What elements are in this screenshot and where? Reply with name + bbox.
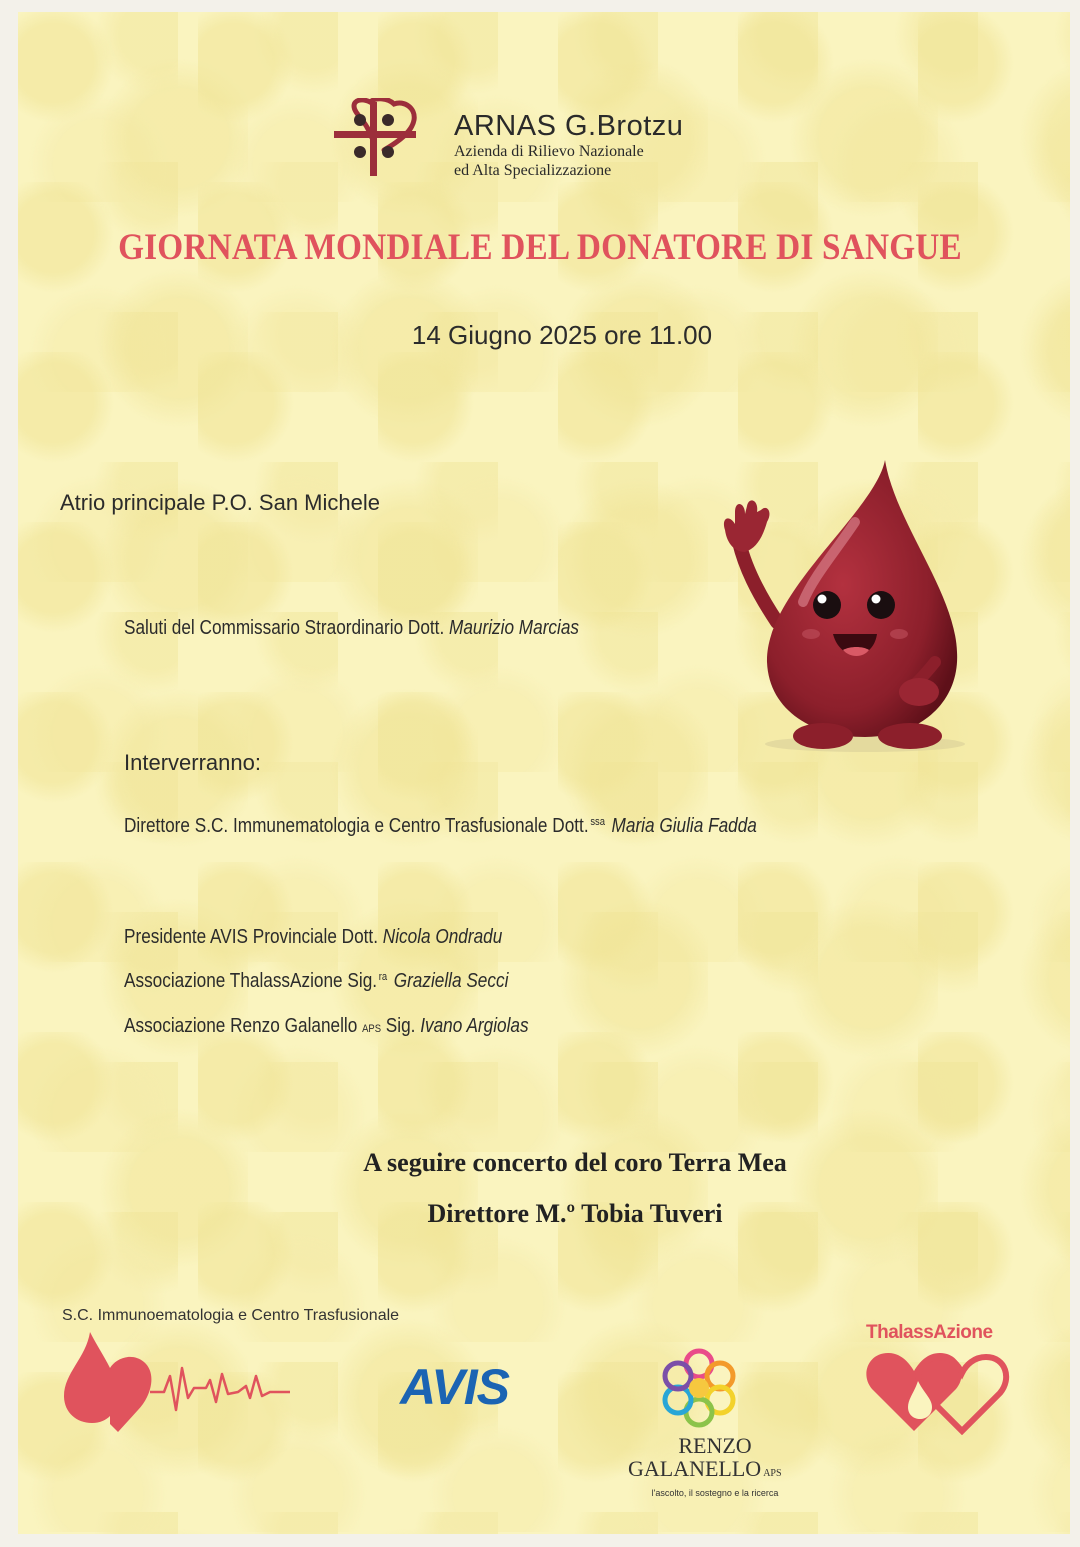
speaker-role: Direttore S.C. Immunematologia e Centro Trasfusionale Dott. <box>124 815 589 837</box>
org-name: ARNAS G.Brotzu <box>454 110 684 142</box>
speaker-name: Nicola Ondradu <box>382 926 503 948</box>
org-subtitle-2: ed Alta Specializzazione <box>454 162 612 179</box>
speaker-name: Maria Giulia Fadda <box>611 815 757 837</box>
speaker-role: Associazione Renzo Galanello <box>124 1015 358 1037</box>
speaker-title-sup: ssa <box>590 816 606 828</box>
speaker-org-suffix: APS <box>362 1023 382 1035</box>
thalassazione-hearts-icon <box>862 1345 1014 1435</box>
speaker-title-sup: ra <box>378 971 388 983</box>
arnas-logo-icon <box>332 98 424 178</box>
department-label: S.C. Immunoematologia e Centro Trasfusionale <box>62 1307 400 1324</box>
greeting-name: Maurizio Marcias <box>449 617 580 639</box>
blood-drop-mascot-icon <box>705 452 985 757</box>
renzo-logo-line2 <box>628 1456 782 1482</box>
speaker-role: Associazione ThalassAzione Sig. <box>124 970 378 992</box>
speaker-row <box>124 815 757 838</box>
avis-logo: AVIS <box>400 1359 509 1415</box>
renzo-logo-line1: RENZO <box>678 1433 752 1458</box>
speaker-title: Sig. <box>381 1015 416 1037</box>
renzo-logo-name: GALANELLO <box>628 1456 762 1481</box>
concert-line: A seguire concerto del coro Terra Mea <box>363 1148 787 1177</box>
event-venue: Atrio principale P.O. San Michele <box>60 490 380 515</box>
renzo-galanello-logo-icon <box>657 1346 741 1430</box>
speaker-name: Ivano Argiolas <box>420 1015 529 1037</box>
speaker-row <box>124 970 508 993</box>
renzo-logo-tagline: l'ascolto, il sostegno e la ricerca <box>651 1488 779 1498</box>
speaker-row <box>124 1015 529 1038</box>
event-date: 14 Giugno 2025 ore 11.00 <box>411 320 713 350</box>
transfusion-centre-logo-icon <box>60 1328 295 1438</box>
conductor-line: Direttore M.º Tobia Tuveri <box>427 1199 723 1228</box>
org-subtitle-1: Azienda di Rilievo Nazionale <box>454 143 644 160</box>
thalassazione-logo: ThalassAzione <box>866 1322 993 1343</box>
event-title: GIORNATA MONDIALE DEL DONATORE DI SANGUE <box>118 227 962 268</box>
speakers-label: Interverranno: <box>124 750 261 775</box>
speaker-name: Graziella Secci <box>393 970 509 992</box>
greeting-line <box>124 617 579 640</box>
greeting-text: Saluti del Commissario Straordinario Dott. <box>124 617 445 639</box>
renzo-logo-aps: APS <box>763 1468 782 1479</box>
speaker-role: Presidente AVIS Provinciale Dott. <box>124 926 378 948</box>
speaker-row <box>124 926 502 949</box>
